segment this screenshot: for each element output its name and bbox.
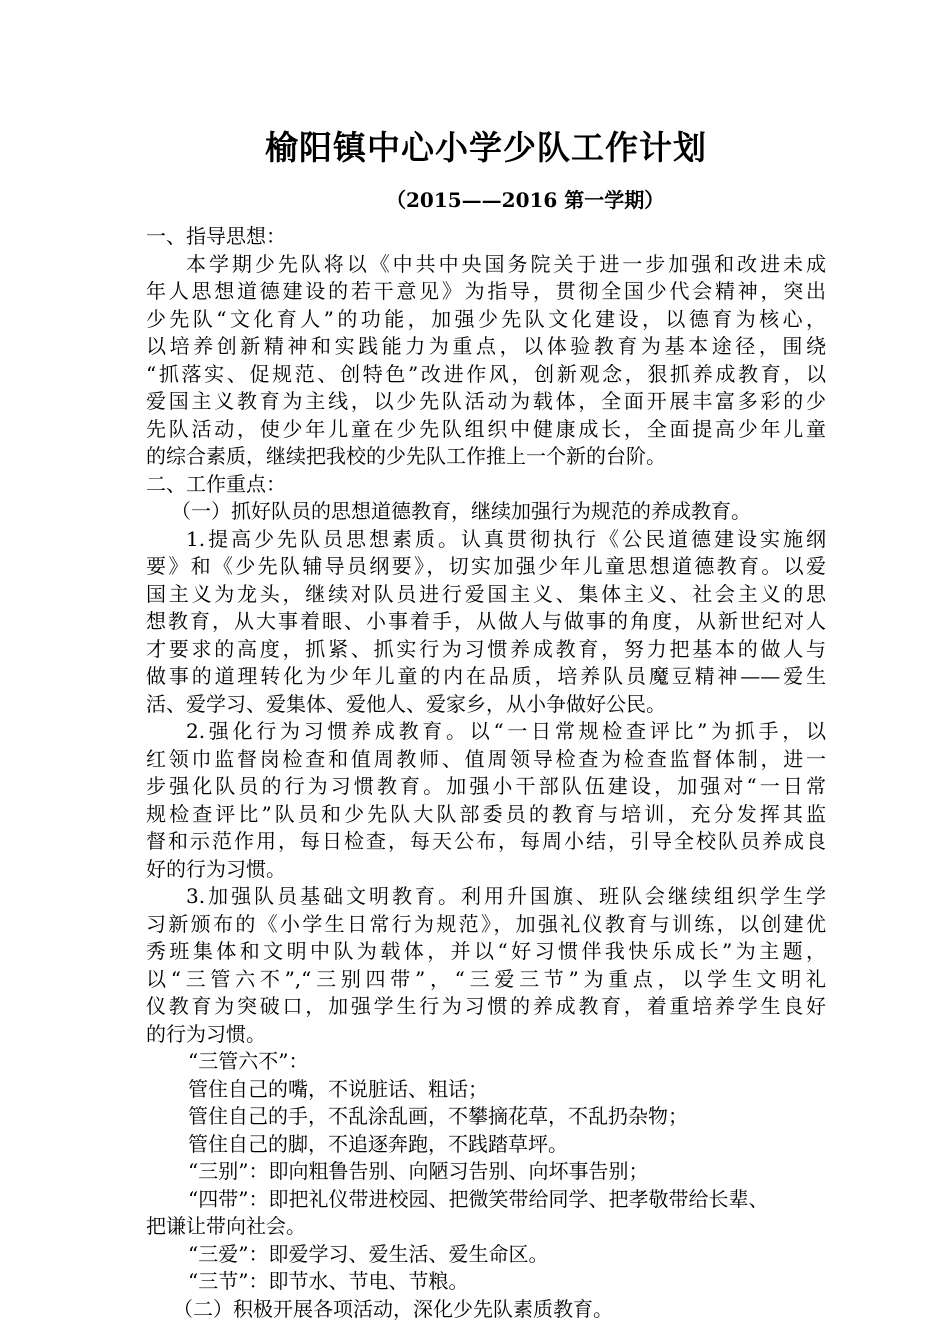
- paragraph-line: 规检查评比”队员和少先队大队部委员的教育与培训，充分发挥其监: [146, 801, 826, 826]
- paragraph-line: 3.加强队员基础文明教育。利用升国旗、班队会继续组织学生学: [186, 884, 826, 908]
- paragraph-line: 以培养创新精神和实践能力为重点，以体验教育为基本途径，围绕: [146, 334, 826, 358]
- list-heading: “三管六不”：: [188, 1049, 309, 1073]
- paragraph-line: 红领巾监督岗检查和值周教师、值周领导检查为检查监督体制，进一: [146, 746, 826, 771]
- paragraph-line: 好的行为习惯。: [146, 856, 286, 881]
- list-item: “三爱”：即爱学习、爱生活、爱生命区。: [188, 1241, 549, 1266]
- paragraph-line: 的综合素质，继续把我校的少先队工作推上一个新的台阶。: [146, 444, 666, 468]
- paragraph-line: 先队活动，使少年儿童在少先队组织中健康成长，全面提高少年儿童: [146, 416, 826, 441]
- paragraph-line: 活、爱学习、爱集体、爱他人、爱家乡，从小争做好公民。: [146, 691, 666, 716]
- paragraph-line: 国主义为龙头，继续对队员进行爱国主义、集体主义、社会主义的思: [146, 581, 826, 606]
- document-title: 榆阳镇中心小学少队工作计划: [265, 128, 707, 167]
- paragraph-line: 1.提高少先队员思想素质。认真贯彻执行《公民道德建设实施纲: [186, 526, 826, 551]
- paragraph-line: 年人思想道德建设的若干意见》为指导，贯彻全国少代会精神，突出: [146, 279, 826, 303]
- paragraph-line: 才要求的高度，抓紧、抓实行为习惯养成教育，努力把基本的做人与: [146, 636, 826, 661]
- paragraph-line: 2.强化行为习惯养成教育。以“一日常规检查评比”为抓手，以: [186, 719, 826, 743]
- section-heading: 二、工作重点：: [146, 471, 286, 496]
- list-item: “三节”：即节水、节电、节粮。: [188, 1269, 469, 1293]
- list-item: “四带”：即把礼仪带进校园、把微笑带给同学、把孝敬带给长辈、: [188, 1186, 769, 1211]
- list-item: “三别”：即向粗鲁告别、向陋习告别、向坏事告别；: [188, 1159, 649, 1183]
- paragraph-line: 督和示范作用，每日检查，每天公布，每周小结，引导全校队员养成良: [146, 829, 826, 853]
- paragraph-line: “抓落实、促规范、创特色”改进作风，创新观念，狠抓养成教育，以: [146, 361, 826, 386]
- paragraph-line: 仪教育为突破口，加强学生行为习惯的养成教育，着重培养学生良好: [146, 994, 826, 1018]
- paragraph-line: 习新颁布的《小学生日常行为规范》，加强礼仪教育与训练，以创建优: [146, 911, 826, 936]
- subsection-heading: （一）抓好队员的思想道德教育，继续加强行为规范的养成教育。: [171, 499, 751, 523]
- subsection-heading: （二）积极开展各项活动，深化少先队素质教育。: [173, 1296, 613, 1321]
- paragraph-line: 爱国主义教育为主线，以少先队活动为载体，全面开展丰富多彩的少: [146, 389, 826, 413]
- paragraph-line: 秀班集体和文明中队为载体，并以“好习惯伴我快乐成长”为主题，: [146, 939, 826, 963]
- list-item: 管住自己的嘴，不说脏话、粗话；: [188, 1076, 488, 1101]
- section-heading: 一、指导思想：: [146, 224, 286, 248]
- paragraph-line: 要》和《少先队辅导员纲要》，切实加强少年儿童思想道德教育。以爱: [146, 554, 826, 578]
- paragraph-line: 以“三管六不”,“三别四带”，“三爱三节”为重点，以学生文明礼: [146, 966, 826, 991]
- paragraph-line: 的行为习惯。: [146, 1021, 266, 1046]
- document-subtitle: （2015——2016 第一学期）: [386, 188, 665, 212]
- list-item: 管住自己的手，不乱涂乱画，不攀摘花草，不乱扔杂物；: [188, 1104, 688, 1128]
- paragraph-line: 想教育，从大事着眼、小事着手，从做人与做事的角度，从新世纪对人: [146, 609, 826, 633]
- paragraph-line: 做事的道理转化为少年儿童的内在品质，培养队员魔豆精神——爱生: [146, 664, 826, 688]
- list-item: 管住自己的脚，不追逐奔跑，不践踏草坪。: [188, 1131, 568, 1156]
- document-body: [146, 223, 826, 1323]
- paragraph-line: 本学期少先队将以《中共中央国务院关于进一步加强和改进未成: [186, 251, 826, 276]
- list-item: 把谦让带向社会。: [146, 1214, 306, 1238]
- paragraph-line: 步强化队员的行为习惯教育。加强小干部队伍建设，加强对“一日常: [146, 774, 826, 798]
- paragraph-line: 少先队“文化育人”的功能，加强少先队文化建设，以德育为核心，: [146, 306, 826, 331]
